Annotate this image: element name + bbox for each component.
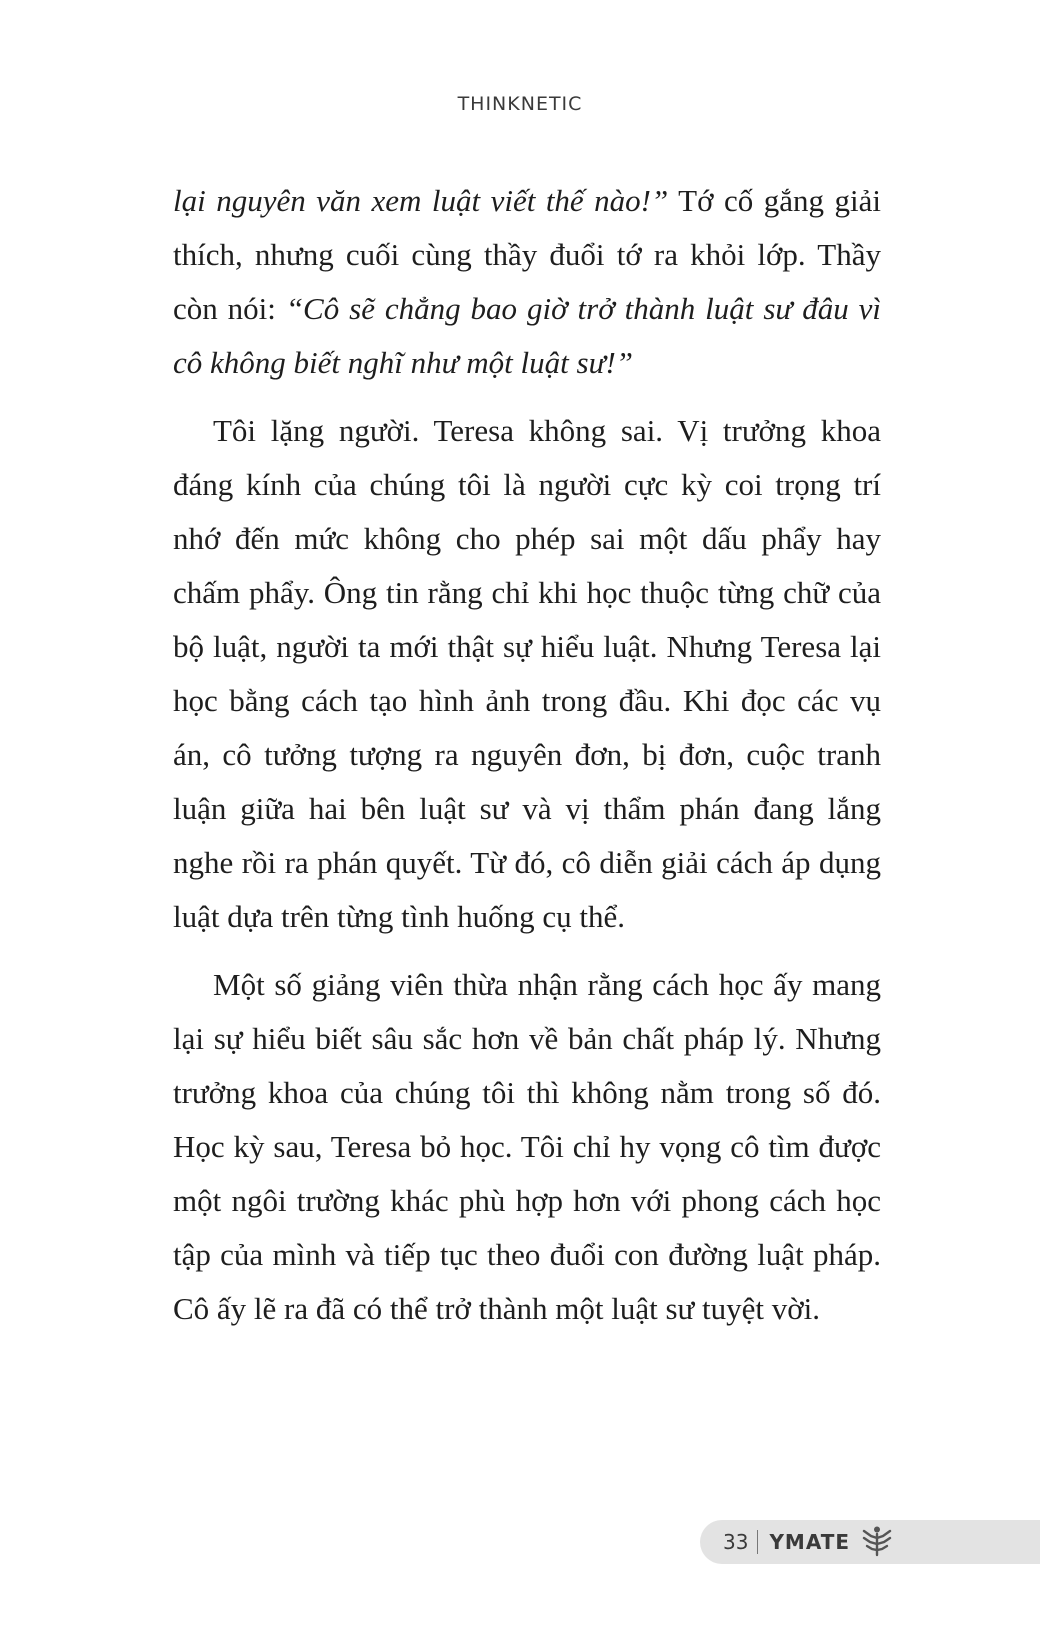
footer-page-tab xyxy=(700,1520,1040,1564)
running-header: THINKNETIC xyxy=(457,93,583,115)
footer-divider xyxy=(757,1530,758,1554)
paragraph-continuation xyxy=(173,174,881,390)
italic-quote-start: lại nguyên văn xem luật viết thế nào!” xyxy=(173,183,669,218)
paragraph: Một số giảng viên thừa nhận rằng cách học ấy mang lại sự hiểu biết sâu sắc hơn về bản chất pháp lý. Nhưng trưởng khoa của chúng tôi thì không nằm trong số đó. Học kỳ sau, Teresa bỏ học. Tôi chỉ hy vọng cô tìm được một ngôi trường khác phù hợp hơn với phong cách học tập của mình và tiếp tục theo đuổi con đường luật pháp. Cô ấy lẽ ra đã có thể trở thành một luật sư tuyệt vời. xyxy=(173,967,881,1326)
page-number: 33 xyxy=(723,1530,749,1554)
paragraph-text: Tớ cố gắng giải thích, nhưng cuối cùng thầy đuổi tớ ra khỏi lớp. Thầy còn nói: xyxy=(173,183,881,326)
ymate-logo-icon xyxy=(860,1525,894,1559)
italic-quote-dean: “Cô sẽ chẳng bao giờ trở thành luật sư đâu vì cô không biết nghĩ như một luật sư!” xyxy=(173,291,881,380)
page-body xyxy=(173,174,881,1350)
paragraph: Tôi lặng người. Teresa không sai. Vị trưởng khoa đáng kính của chúng tôi là người cực kỳ coi trọng trí nhớ đến mức không cho phép sai một dấu phẩy hay chấm phẩy. Ông tin rằng chỉ khi học thuộc từng chữ của bộ luật, người ta mới thật sự hiểu luật. Nhưng Teresa lại học bằng cách tạo hình ảnh trong đầu. Khi đọc các vụ án, cô tưởng tượng ra nguyên đơn, bị đơn, cuộc tranh luận giữa hai bên luật sư và vị thẩm phán đang lắng nghe rồi ra phán quyết. Từ đó, cô diễn giải cách áp dụng luật dựa trên từng tình huống cụ thể. xyxy=(173,413,881,934)
brand-name: YMATE xyxy=(769,1530,851,1554)
